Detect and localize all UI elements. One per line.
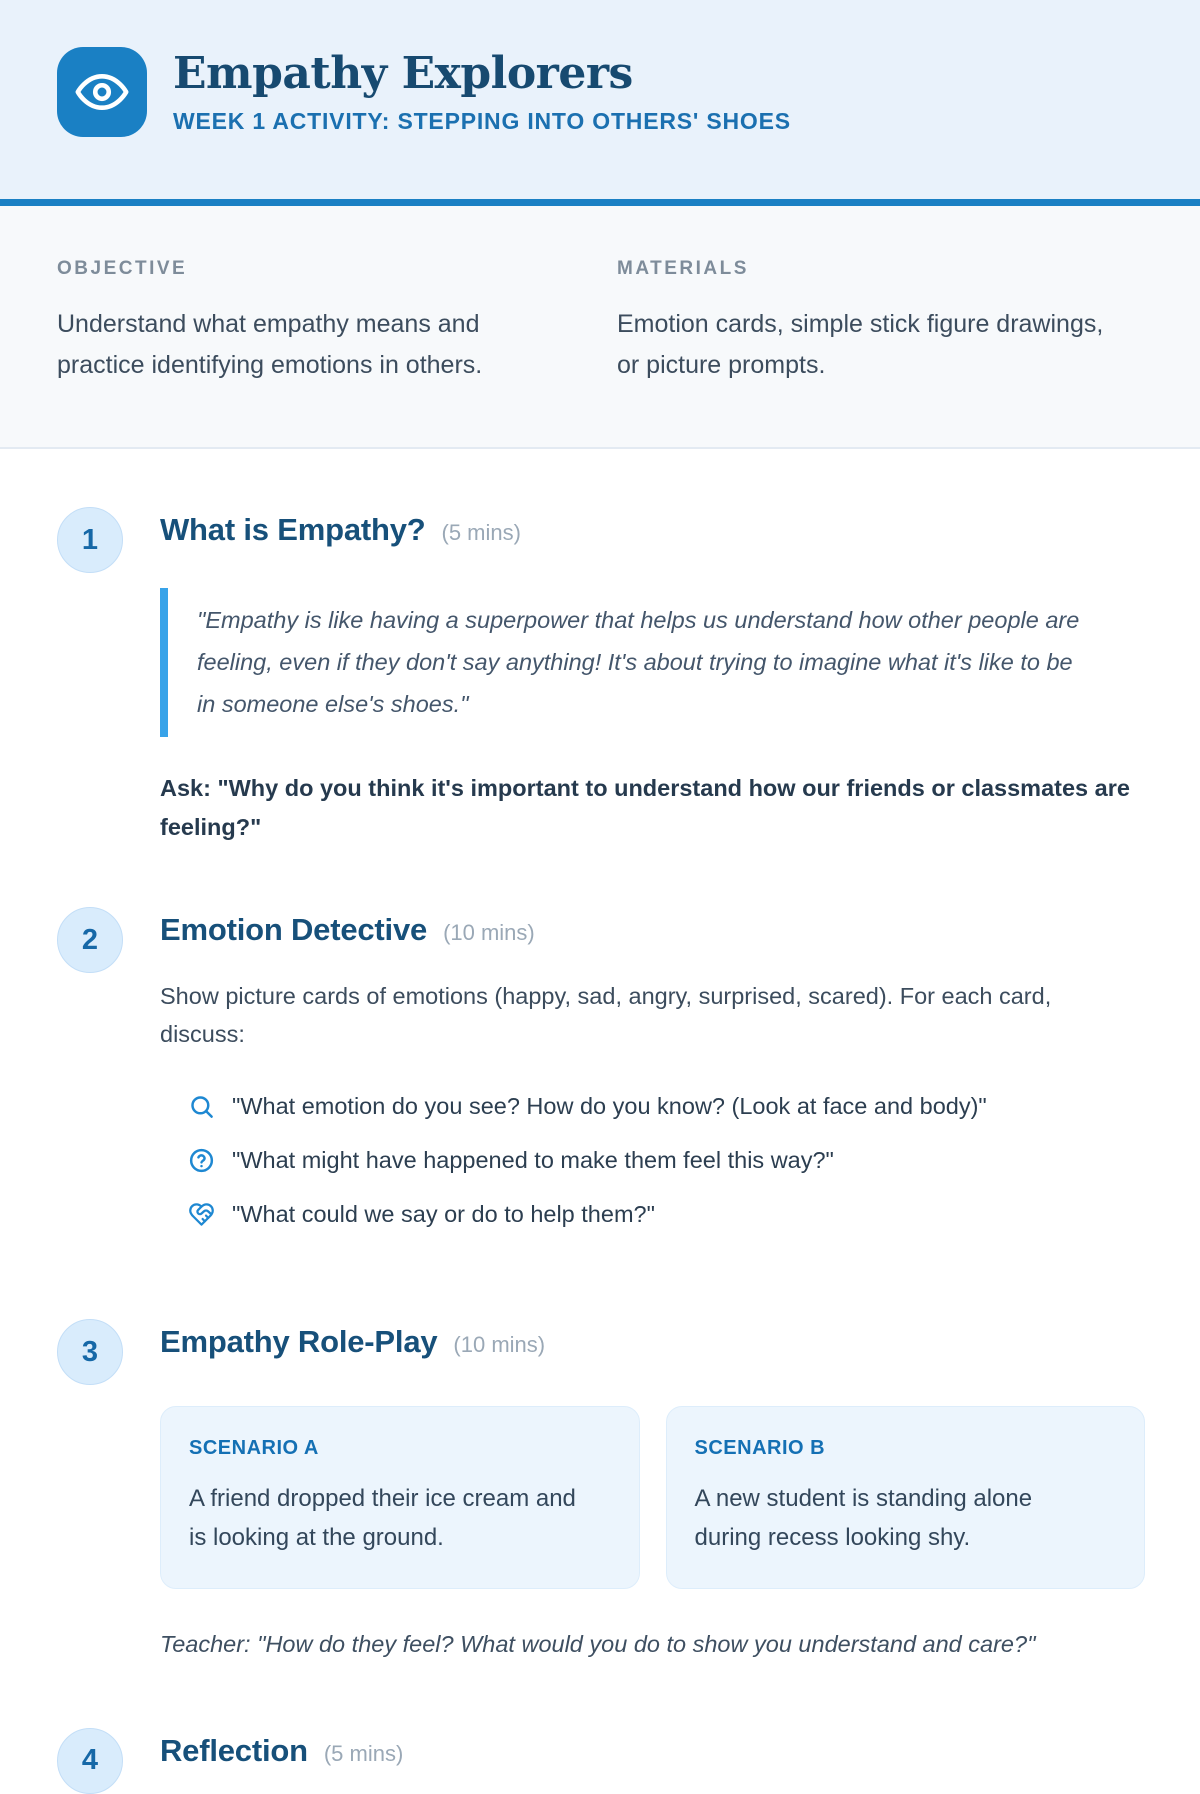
step-body — [160, 507, 1145, 847]
question-circle-icon — [188, 1147, 215, 1174]
scenario-text: A friend dropped their ice cream and is looking at the ground. — [189, 1485, 576, 1552]
scenario-cards — [160, 1406, 1145, 1589]
scenario-label: SCENARIO B — [694, 1437, 826, 1460]
header-text — [173, 47, 791, 135]
step-title: Reflection — [160, 1732, 308, 1768]
step-duration: (5 mins) — [323, 1740, 404, 1766]
question-text: "What could we say or do to help them?" — [232, 1201, 655, 1228]
discussion-question-list — [160, 1093, 1145, 1228]
scenario-label: SCENARIO A — [189, 1437, 319, 1460]
materials-label: MATERIALS — [617, 258, 749, 279]
eye-icon — [57, 47, 147, 137]
step-number-badge: 1 — [57, 507, 123, 573]
step-title: Emotion Detective — [160, 912, 428, 948]
scenario-card-a — [160, 1406, 640, 1589]
objective-column — [57, 258, 617, 385]
step-heading — [160, 912, 1145, 948]
step-intro: Show picture cards of emotions (happy, sad, angry, surprised, scared). For each card, discuss: — [160, 983, 1052, 1047]
page-header — [0, 0, 1200, 199]
magnifier-icon — [188, 1093, 215, 1120]
step-body — [160, 1728, 1145, 1794]
overview-strip — [0, 206, 1200, 449]
materials-column — [617, 258, 1143, 385]
ask-prompt: Ask: "Why do you think it's important to understand how our friends or classmates are feeling?" — [160, 775, 1130, 841]
list-item — [160, 1201, 1145, 1228]
step-what-is-empathy — [0, 507, 1200, 847]
header-divider-bar — [0, 199, 1200, 206]
scenario-card-b — [666, 1406, 1146, 1589]
list-item — [160, 1147, 1145, 1174]
teacher-note: Teacher: "How do they feel? What would you do to show you understand and care?" — [160, 1630, 1036, 1657]
question-text: "What might have happened to make them feel this way?" — [232, 1147, 834, 1174]
step-duration: (10 mins) — [443, 920, 535, 946]
step-duration: (10 mins) — [453, 1332, 546, 1358]
step-emotion-detective — [0, 907, 1200, 1255]
question-text: "What emotion do you see? How do you know? (Look at face and body)" — [232, 1093, 987, 1120]
step-duration: (5 mins) — [441, 520, 521, 545]
step-title: What is Empathy? — [160, 512, 426, 547]
objective-label: OBJECTIVE — [57, 258, 188, 279]
step-title: Empathy Role-Play — [160, 1324, 438, 1360]
objective-text: Understand what empathy means and practice identifying emotions in others. — [57, 310, 483, 379]
step-empathy-role-play — [0, 1319, 1200, 1658]
page-title: Empathy Explorers — [173, 48, 633, 99]
step-number-badge: 3 — [57, 1319, 123, 1385]
step-heading — [160, 512, 1145, 548]
step-body — [160, 907, 1145, 1255]
empathy-quote: "Empathy is like having a superpower that helps us understand how other people are feeling, even if they don't say anything! It's about trying to imagine what it's like to be in someone else's shoes." — [160, 588, 1080, 737]
heart-handshake-icon — [188, 1201, 215, 1228]
step-heading — [160, 1324, 1145, 1360]
materials-text: Emotion cards, simple stick figure drawings, or picture prompts. — [617, 310, 1104, 379]
step-body — [160, 1319, 1145, 1658]
step-reflection — [0, 1728, 1200, 1794]
list-item — [160, 1093, 1145, 1120]
step-number-badge: 4 — [57, 1728, 123, 1794]
scenario-text: A new student is standing alone during recess looking shy. — [694, 1485, 1033, 1552]
page-subtitle: WEEK 1 ACTIVITY: STEPPING INTO OTHERS' SHOES — [173, 107, 791, 134]
step-heading — [160, 1733, 1145, 1769]
step-number-badge: 2 — [57, 907, 123, 973]
